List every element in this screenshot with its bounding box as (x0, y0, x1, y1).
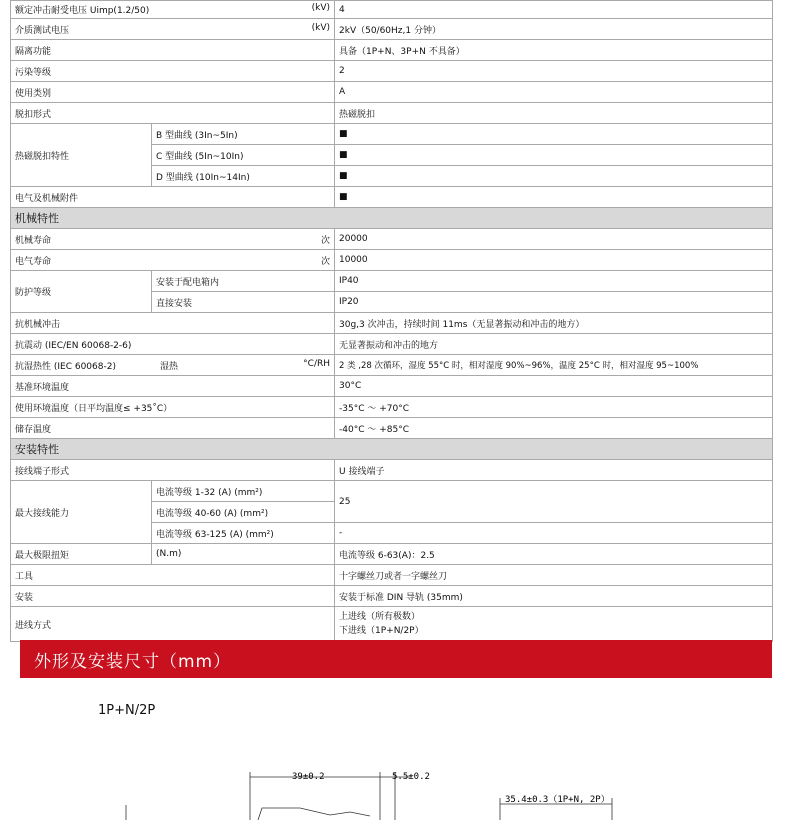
row-label: 隔离功能 (11, 40, 335, 61)
width-dimension-label: 39±0.2 (292, 772, 325, 782)
row-value: - (335, 523, 773, 544)
row-label: 电气寿命 (15, 256, 52, 267)
table-row (11, 334, 773, 355)
table-row (11, 481, 773, 502)
table-row (11, 586, 773, 607)
row-value: 下进线（1P+N/2P） (339, 626, 424, 636)
section-title: 机械特性 (11, 208, 773, 229)
row-label: 额定冲击耐受电压 Uimp(1.2/50) (15, 6, 150, 16)
row-value: 十字螺丝刀或者一字螺丝刀 (335, 565, 773, 586)
row-value: 10000 (335, 250, 773, 271)
row-label: 抗震动 (IEC/EN 60068-2-6) (11, 334, 335, 355)
row-value: 热磁脱扣 (335, 103, 773, 124)
row-unit: °C/RH (303, 358, 330, 369)
row-mid: 湿热 (159, 361, 178, 372)
spec-table (10, 0, 773, 642)
table-row (11, 565, 773, 586)
table-row (11, 607, 773, 642)
row-label: 接线端子形式 (11, 460, 335, 481)
row-value: IP40 (335, 271, 773, 292)
row-label: 机械寿命 (15, 235, 52, 246)
section-title: 安装特性 (11, 439, 773, 460)
row-sublabel: 直接安装 (152, 292, 335, 313)
table-row (11, 355, 773, 376)
row-sublabel: 电流等级 40-60 (A) (mm²) (152, 502, 335, 523)
table-row (11, 103, 773, 124)
row-value: 2 类 ,28 次循环，湿度 55°C 时，相对湿度 90%~96%，温度 25°C 时，相对湿度 95~100% (335, 355, 773, 376)
row-value: 4 (335, 1, 773, 19)
row-sublabel: D 型曲线 (10In~14In) (152, 166, 335, 187)
row-unit: 次 (320, 235, 330, 246)
row-value: -35°C ～ +70°C (335, 397, 773, 418)
row-label: 最大接线能力 (11, 481, 152, 544)
section-header-installation (11, 439, 773, 460)
side-dimension-label: 35.4±0.3（1P+N, 2P） (505, 795, 610, 805)
row-value: U 接线端子 (335, 460, 773, 481)
section-banner (20, 640, 772, 678)
row-value: 安装于标准 DIN 导轨 (35mm) (335, 586, 773, 607)
row-sublabel: B 型曲线 (3In~5In) (152, 124, 335, 145)
table-row (11, 229, 773, 250)
offset-dimension-label: 5.5±0.2 (392, 772, 430, 782)
row-value: 30°C (335, 376, 773, 397)
dimension-drawing (0, 760, 790, 820)
row-sublabel: C 型曲线 (5In~10In) (152, 145, 335, 166)
row-value: A (335, 82, 773, 103)
row-value: 2 (335, 61, 773, 82)
row-unit: (kV) (311, 22, 330, 33)
row-sublabel: 电流等级 63-125 (A) (mm²) (152, 523, 335, 544)
model-label: 1P+N/2P (98, 703, 156, 718)
row-value: ■ (335, 166, 773, 187)
row-unit: (kV) (311, 3, 330, 13)
table-row (11, 40, 773, 61)
table-row (11, 82, 773, 103)
row-unit: 次 (320, 256, 330, 267)
table-row (11, 61, 773, 82)
row-label: 使用环境温度（日平均温度≤ +35˚C） (11, 397, 335, 418)
row-label: 储存温度 (11, 418, 335, 439)
row-label: 工具 (11, 565, 335, 586)
row-value: 上进线（所有极数） (339, 612, 421, 622)
table-row (11, 187, 773, 208)
row-label: 安装 (11, 586, 335, 607)
row-value: -40°C ～ +85°C (335, 418, 773, 439)
row-unit: (N.m) (152, 544, 335, 565)
table-row (11, 271, 773, 292)
row-value: 30g,3 次冲击，持续时间 11ms（无显著振动和冲击的地方） (335, 313, 773, 334)
table-row (11, 313, 773, 334)
table-row (11, 124, 773, 145)
row-label: 电气及机械附件 (11, 187, 335, 208)
row-sublabel: 电流等级 1-32 (A) (mm²) (152, 481, 335, 502)
table-row (11, 376, 773, 397)
row-label: 抗湿热性 (IEC 60068-2) (15, 361, 116, 372)
row-value: ■ (335, 187, 773, 208)
banner-title: 外形及安装尺寸（mm） (34, 652, 232, 672)
row-label: 防护等级 (11, 271, 152, 313)
row-value: ■ (335, 124, 773, 145)
row-label: 最大极限扭矩 (11, 544, 152, 565)
row-value: 25 (335, 481, 773, 523)
row-label: 使用类别 (11, 82, 335, 103)
table-row (11, 460, 773, 481)
table-row (11, 397, 773, 418)
row-label: 污染等级 (11, 61, 335, 82)
row-sublabel: 安装于配电箱内 (152, 271, 335, 292)
row-label: 进线方式 (11, 607, 335, 642)
table-row (11, 544, 773, 565)
row-label: 热磁脱扣特性 (11, 124, 152, 187)
section-header-mechanical (11, 208, 773, 229)
table-row (11, 418, 773, 439)
row-value: 电流等级 6-63(A)：2.5 (335, 544, 773, 565)
row-value: IP20 (335, 292, 773, 313)
row-value: 2kV（50/60Hz,1 分钟） (335, 19, 773, 40)
row-value: 20000 (335, 229, 773, 250)
table-row (11, 250, 773, 271)
row-label: 脱扣形式 (11, 103, 335, 124)
row-label: 基准环境温度 (11, 376, 335, 397)
table-row (11, 1, 773, 19)
breaker-outline (258, 808, 370, 820)
row-label: 抗机械冲击 (11, 313, 335, 334)
table-row (11, 19, 773, 40)
row-value: 具备（1P+N、3P+N 不具备） (335, 40, 773, 61)
row-label: 介质测试电压 (15, 25, 70, 36)
row-value: ■ (335, 145, 773, 166)
row-value: 无显著振动和冲击的地方 (335, 334, 773, 355)
